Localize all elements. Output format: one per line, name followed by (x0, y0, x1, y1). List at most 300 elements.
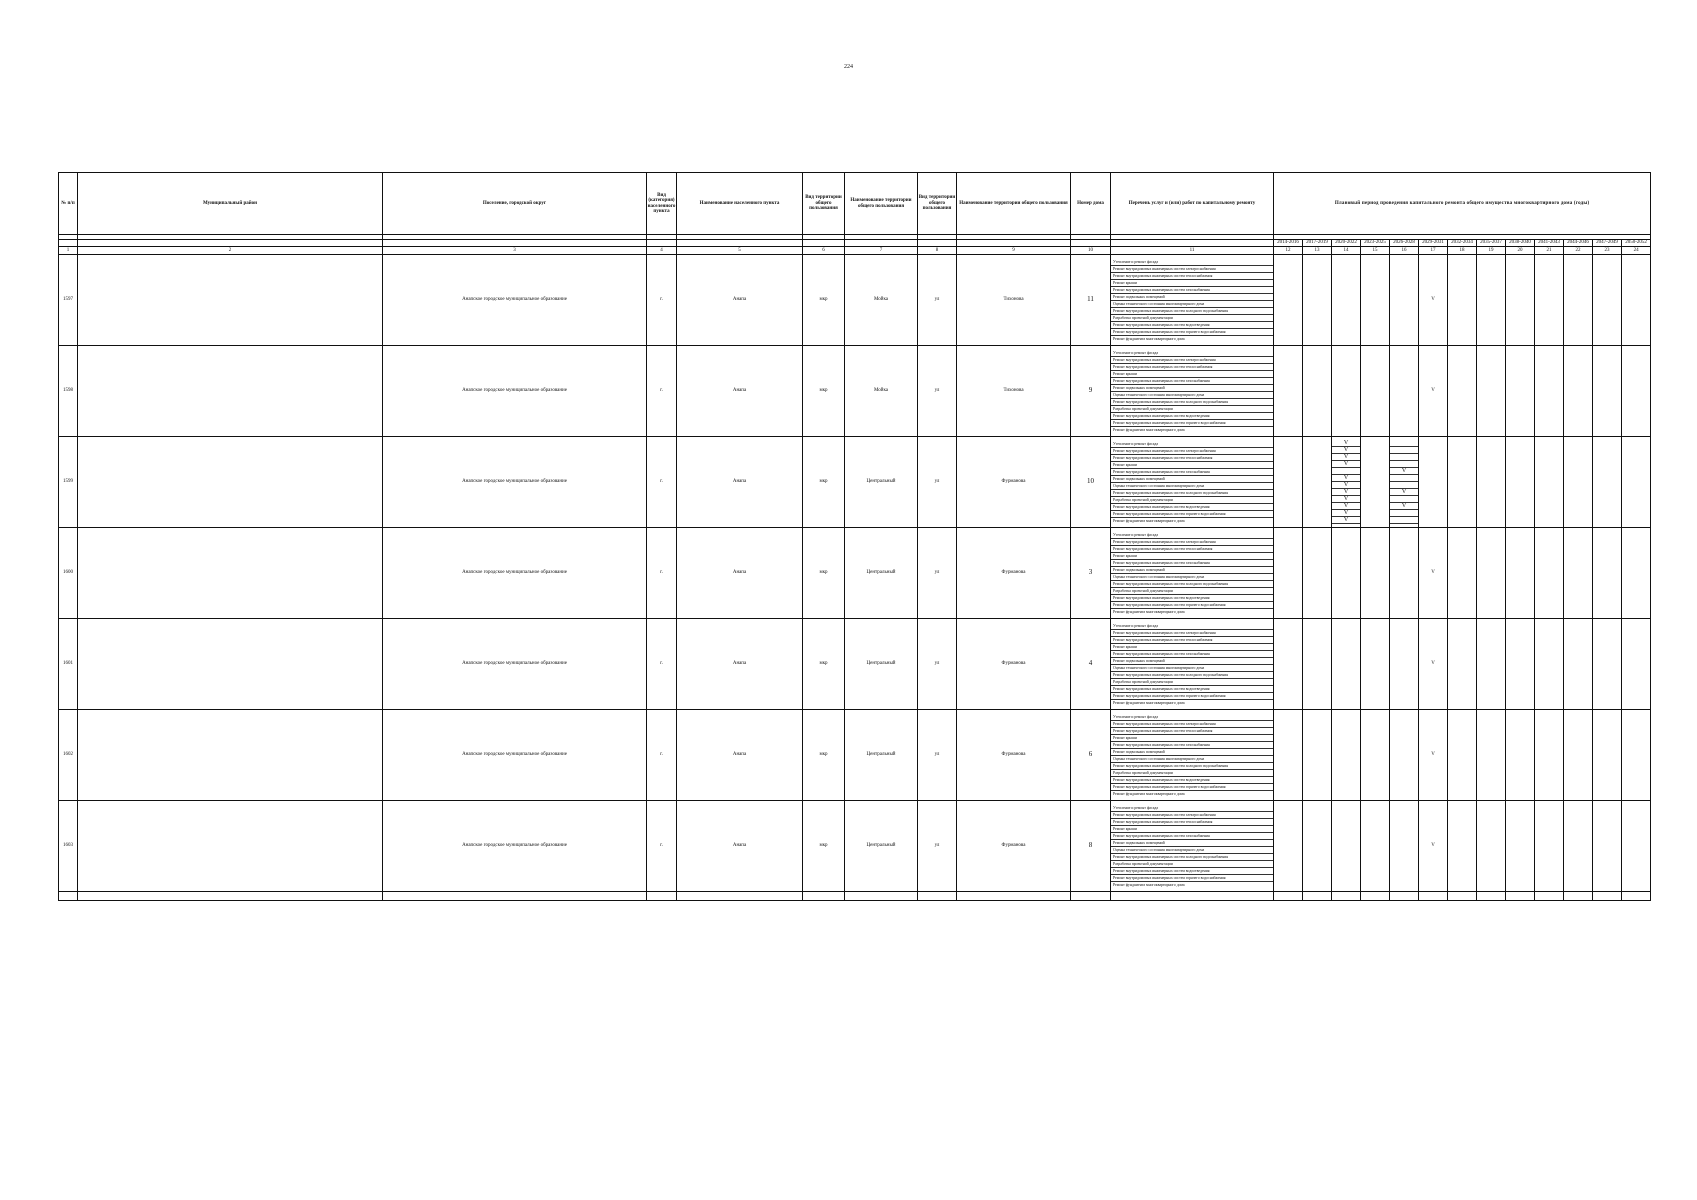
period-mark: V (1332, 517, 1360, 524)
period-cell (1593, 255, 1622, 346)
work-item: Ремонт внутридомовых инженерных систем горячего водоснабжения (1111, 693, 1273, 700)
header-settlement: Поселение, городской округ (383, 173, 647, 235)
period-cell (1332, 528, 1361, 619)
period-cell (1593, 619, 1622, 710)
work-item: Ремонт внутридомовых инженерных систем водоотведения (1111, 595, 1273, 602)
header-district: Муниципальный район (78, 173, 383, 235)
work-item: Ремонт подвальных помещений (1111, 567, 1273, 574)
column-number: 8 (918, 247, 957, 255)
settlement-type-cell: г. (647, 437, 677, 528)
row-number: 1602 (59, 710, 78, 801)
work-item: Ремонт внутридомовых инженерных систем холодного водоснабжения (1111, 854, 1273, 861)
column-number: 2 (78, 247, 383, 255)
period-cell (1477, 437, 1506, 528)
street-name-cell: Фурманова (957, 710, 1071, 801)
work-item: Ремонт внутридомовых инженерных систем теплоснабжения (1111, 455, 1273, 462)
work-item: Ремонт крыши (1111, 553, 1273, 560)
period-mark: V (1332, 496, 1360, 503)
period-cell (1564, 346, 1593, 437)
period-mark-list (1390, 437, 1419, 528)
work-item: Оценка технического состояния многоквартирного дома (1111, 756, 1273, 763)
period-cell (1448, 437, 1477, 528)
work-item: Ремонт внутридомовых инженерных систем электроснабжения (1111, 539, 1273, 546)
table-row (59, 528, 1651, 619)
settlement-type-cell: г. (647, 619, 677, 710)
settlement-name-cell: Анапа (677, 619, 803, 710)
house-number-cell: 8 (1071, 801, 1111, 892)
row-number: 1597 (59, 255, 78, 346)
work-item: Ремонт внутридомовых инженерных систем электроснабжения (1111, 357, 1273, 364)
period-cell: V (1419, 619, 1448, 710)
period-cell (1622, 528, 1651, 619)
work-item: Ремонт внутридомовых инженерных систем теплоснабжения (1111, 819, 1273, 826)
work-item: Разработка проектной документации (1111, 679, 1273, 686)
column-number: 20 (1506, 247, 1535, 255)
settlement-name-cell: Анапа (677, 801, 803, 892)
work-item: Ремонт внутридомовых инженерных систем водоотведения (1111, 504, 1273, 511)
period-header: 2029-2031 (1419, 240, 1448, 247)
period-cell (1506, 255, 1535, 346)
period-header: 2038-2040 (1506, 240, 1535, 247)
column-number: 19 (1477, 247, 1506, 255)
period-cell: V (1419, 528, 1448, 619)
period-cell (1535, 801, 1564, 892)
period-cell (1593, 710, 1622, 801)
settlement-name-cell: Анапа (677, 255, 803, 346)
period-cell (1535, 255, 1564, 346)
work-item: Ремонт внутридомовых инженерных систем газоснабжения (1111, 378, 1273, 385)
header-works: Перечень услуг и (или) работ по капитальному ремонту (1111, 173, 1274, 235)
settlement-type-cell: г. (647, 528, 677, 619)
work-item: Ремонт фундамента многоквартирного дома (1113, 700, 1185, 705)
table-row (59, 710, 1651, 801)
period-mark (1390, 454, 1418, 461)
capital-repair-table (58, 172, 1651, 901)
period-header: 2020-2022 (1332, 240, 1361, 247)
work-item: Оценка технического состояния многоквартирного дома (1111, 483, 1273, 490)
period-mark (1390, 482, 1418, 489)
work-item: Утепление и ремонт фасада (1111, 714, 1273, 721)
work-item: Разработка проектной документации (1111, 315, 1273, 322)
period-cell (1622, 619, 1651, 710)
work-item: Ремонт крыши (1111, 735, 1273, 742)
settlement-name-cell: Анапа (677, 710, 803, 801)
row-number: 1603 (59, 801, 78, 892)
work-item: Оценка технического состояния многоквартирного дома (1111, 574, 1273, 581)
period-cell (1332, 801, 1361, 892)
column-number: 7 (845, 247, 918, 255)
territory-type-cell: мкр (803, 437, 845, 528)
period-mark (1390, 517, 1418, 524)
work-item: Ремонт внутридомовых инженерных систем горячего водоснабжения (1111, 511, 1273, 518)
settlement-cell: Анапское городское муниципальное образование (383, 528, 647, 619)
work-item: Ремонт внутридомовых инженерных систем водоотведения (1111, 868, 1273, 875)
settlement-cell: Анапское городское муниципальное образование (383, 255, 647, 346)
street-type-cell: ул (918, 801, 957, 892)
row-number: 1599 (59, 437, 78, 528)
column-number: 24 (1622, 247, 1651, 255)
work-item: Разработка проектной документации (1111, 770, 1273, 777)
period-cell (1419, 437, 1448, 528)
territory-type-cell: мкр (803, 255, 845, 346)
settlement-type-cell: г. (647, 255, 677, 346)
street-type-cell: ул (918, 346, 957, 437)
work-item: Разработка проектной документации (1111, 861, 1273, 868)
settlement-type-cell: г. (647, 710, 677, 801)
period-cell (1506, 619, 1535, 710)
period-header: 2047-2049 (1593, 240, 1622, 247)
period-mark: V (1332, 447, 1360, 454)
table-row-cutoff (59, 892, 1651, 901)
period-mark: V (1332, 440, 1360, 447)
works-list (1111, 346, 1274, 437)
column-number: 13 (1303, 247, 1332, 255)
page-number: 224 (844, 64, 853, 70)
period-cell (1506, 346, 1535, 437)
column-number: 11 (1111, 247, 1274, 255)
header-street-name: Наименование территории общего пользования (957, 173, 1071, 235)
work-item: Ремонт подвальных помещений (1111, 840, 1273, 847)
period-cell (1564, 801, 1593, 892)
work-item: Ремонт внутридомовых инженерных систем газоснабжения (1111, 287, 1273, 294)
district-cell (78, 619, 383, 710)
period-header: 2017-2019 (1303, 240, 1332, 247)
row-number: 1598 (59, 346, 78, 437)
period-cell (1274, 346, 1303, 437)
settlement-cell: Анапское городское муниципальное образование (383, 437, 647, 528)
column-number: 4 (647, 247, 677, 255)
work-item: Ремонт внутридомовых инженерных систем горячего водоснабжения (1111, 784, 1273, 791)
work-item: Ремонт внутридомовых инженерных систем электроснабжения (1111, 812, 1273, 819)
work-item: Ремонт внутридомовых инженерных систем холодного водоснабжения (1111, 763, 1273, 770)
work-item: Ремонт подвальных помещений (1111, 294, 1273, 301)
period-cell (1477, 528, 1506, 619)
territory-type-cell: мкр (803, 346, 845, 437)
works-list (1111, 801, 1274, 892)
period-cell (1535, 619, 1564, 710)
work-item: Ремонт внутридомовых инженерных систем горячего водоснабжения (1111, 420, 1273, 427)
period-cell (1390, 255, 1419, 346)
period-cell (1477, 801, 1506, 892)
period-cell (1535, 437, 1564, 528)
work-item: Ремонт внутридомовых инженерных систем электроснабжения (1111, 630, 1273, 637)
work-item: Ремонт крыши (1111, 371, 1273, 378)
period-cell (1303, 801, 1332, 892)
period-header: 2050-2052 (1622, 240, 1651, 247)
table-row (59, 346, 1651, 437)
period-mark (1390, 510, 1418, 517)
house-number-cell: 11 (1071, 255, 1111, 346)
work-item: Ремонт подвальных помещений (1111, 476, 1273, 483)
period-cell (1477, 255, 1506, 346)
period-cell: V (1419, 255, 1448, 346)
work-item: Ремонт подвальных помещений (1111, 749, 1273, 756)
period-cell (1448, 710, 1477, 801)
work-item: Утепление и ремонт фасада (1111, 623, 1273, 630)
period-cell (1622, 710, 1651, 801)
period-cell (1303, 710, 1332, 801)
territory-name-cell: Мойка (845, 255, 918, 346)
period-mark: V (1332, 489, 1360, 496)
district-cell (78, 346, 383, 437)
work-item: Разработка проектной документации (1111, 406, 1273, 413)
period-cell (1303, 528, 1332, 619)
period-cell (1303, 437, 1332, 528)
settlement-cell: Анапское городское муниципальное образование (383, 710, 647, 801)
work-item: Ремонт внутридомовых инженерных систем электроснабжения (1111, 721, 1273, 728)
period-mark (1332, 468, 1360, 475)
work-item: Ремонт внутридомовых инженерных систем холодного водоснабжения (1111, 308, 1273, 315)
work-item: Ремонт подвальных помещений (1111, 658, 1273, 665)
work-item: Ремонт внутридомовых инженерных систем горячего водоснабжения (1111, 875, 1273, 882)
work-item: Ремонт внутридомовых инженерных систем теплоснабжения (1111, 728, 1273, 735)
period-cell (1622, 346, 1651, 437)
settlement-cell: Анапское городское муниципальное образование (383, 346, 647, 437)
work-item: Ремонт внутридомовых инженерных систем теплоснабжения (1111, 273, 1273, 280)
column-number: 22 (1564, 247, 1593, 255)
period-mark (1390, 475, 1418, 482)
period-cell (1477, 619, 1506, 710)
house-number-cell: 3 (1071, 528, 1111, 619)
settlement-type-cell: г. (647, 801, 677, 892)
street-name-cell: Фурманова (957, 619, 1071, 710)
column-number: 17 (1419, 247, 1448, 255)
territory-name-cell: Центральный (845, 619, 918, 710)
street-name-cell: Фурманова (957, 801, 1071, 892)
period-cell (1622, 437, 1651, 528)
work-item: Ремонт внутридомовых инженерных систем электроснабжения (1111, 448, 1273, 455)
house-number-cell: 4 (1071, 619, 1111, 710)
period-mark: V (1390, 503, 1418, 510)
district-cell (78, 801, 383, 892)
period-mark: V (1332, 475, 1360, 482)
period-cell (1361, 528, 1390, 619)
street-type-cell: ул (918, 528, 957, 619)
period-cell (1390, 619, 1419, 710)
header-territory-type: Вид территории общего пользования (803, 173, 845, 235)
house-number-cell: 6 (1071, 710, 1111, 801)
period-mark: V (1332, 503, 1360, 510)
period-header: 2035-2037 (1477, 240, 1506, 247)
territory-name-cell: Мойка (845, 346, 918, 437)
period-cell (1274, 437, 1303, 528)
table-row (59, 437, 1651, 528)
period-mark: V (1390, 468, 1418, 475)
house-number-cell: 9 (1071, 346, 1111, 437)
work-item: Ремонт внутридомовых инженерных систем газоснабжения (1111, 833, 1273, 840)
work-item: Ремонт внутридомовых инженерных систем теплоснабжения (1111, 546, 1273, 553)
column-number: 23 (1593, 247, 1622, 255)
period-cell (1448, 255, 1477, 346)
row-number: 1601 (59, 619, 78, 710)
period-cell: V (1419, 801, 1448, 892)
period-cell (1361, 801, 1390, 892)
header-settlement-name: Наименование населенного пункта (677, 173, 803, 235)
work-item: Ремонт внутридомовых инженерных систем водоотведения (1111, 686, 1273, 693)
column-number: 15 (1361, 247, 1390, 255)
territory-type-cell: мкр (803, 801, 845, 892)
period-cell (1506, 528, 1535, 619)
work-item: Ремонт фундамента многоквартирного дома (1113, 791, 1185, 796)
column-number: 21 (1535, 247, 1564, 255)
column-number: 16 (1390, 247, 1419, 255)
period-cell (1564, 255, 1593, 346)
period-cell (1564, 710, 1593, 801)
column-number: 5 (677, 247, 803, 255)
territory-name-cell: Центральный (845, 528, 918, 619)
work-item: Ремонт фундамента многоквартирного дома (1113, 427, 1185, 432)
work-item: Ремонт крыши (1111, 462, 1273, 469)
work-item: Ремонт крыши (1111, 280, 1273, 287)
territory-name-cell: Центральный (845, 437, 918, 528)
street-type-cell: ул (918, 437, 957, 528)
period-mark: V (1332, 454, 1360, 461)
header-num: № п/п (59, 173, 78, 235)
period-cell (1593, 801, 1622, 892)
period-cell (1361, 437, 1390, 528)
column-number: 12 (1274, 247, 1303, 255)
period-cell (1564, 528, 1593, 619)
period-cell (1448, 801, 1477, 892)
period-cell (1535, 346, 1564, 437)
territory-type-cell: мкр (803, 528, 845, 619)
work-item: Ремонт внутридомовых инженерных систем газоснабжения (1111, 742, 1273, 749)
period-cell (1303, 346, 1332, 437)
period-cell (1506, 710, 1535, 801)
territory-type-cell: мкр (803, 619, 845, 710)
period-mark: V (1390, 489, 1418, 496)
work-item: Разработка проектной документации (1111, 497, 1273, 504)
column-number: 6 (803, 247, 845, 255)
period-cell (1477, 710, 1506, 801)
works-list (1111, 619, 1274, 710)
works-list (1111, 710, 1274, 801)
header-settlement-type: Вид (категория) населенного пункта (647, 173, 677, 235)
work-item: Утепление и ремонт фасада (1111, 532, 1273, 539)
period-cell (1593, 437, 1622, 528)
period-cell (1361, 710, 1390, 801)
period-cell (1361, 255, 1390, 346)
work-item: Ремонт внутридомовых инженерных систем холодного водоснабжения (1111, 399, 1273, 406)
period-cell (1506, 801, 1535, 892)
work-item: Утепление и ремонт фасада (1111, 441, 1273, 448)
header-house: Номер дома (1071, 173, 1111, 235)
work-item: Ремонт внутридомовых инженерных систем водоотведения (1111, 413, 1273, 420)
period-header: 2041-2043 (1535, 240, 1564, 247)
column-number: 9 (957, 247, 1071, 255)
street-name-cell: Фурманова (957, 528, 1071, 619)
street-type-cell: ул (918, 710, 957, 801)
period-mark: V (1332, 461, 1360, 468)
period-cell (1448, 346, 1477, 437)
street-type-cell: ул (918, 255, 957, 346)
work-item: Оценка технического состояния многоквартирного дома (1111, 392, 1273, 399)
row-number: 1600 (59, 528, 78, 619)
work-item: Ремонт внутридомовых инженерных систем холодного водоснабжения (1111, 490, 1273, 497)
table-row (59, 619, 1651, 710)
period-cell (1332, 619, 1361, 710)
work-item: Ремонт внутридомовых инженерных систем теплоснабжения (1111, 364, 1273, 371)
work-item: Ремонт фундамента многоквартирного дома (1113, 518, 1185, 523)
table-row (59, 801, 1651, 892)
period-cell (1593, 528, 1622, 619)
work-item: Ремонт внутридомовых инженерных систем холодного водоснабжения (1111, 672, 1273, 679)
works-list (1111, 255, 1274, 346)
period-cell (1390, 528, 1419, 619)
period-cell (1274, 528, 1303, 619)
period-header: 2026-2028 (1390, 240, 1419, 247)
period-cell (1477, 346, 1506, 437)
period-cell (1622, 255, 1651, 346)
work-item: Оценка технического состояния многоквартирного дома (1111, 847, 1273, 854)
period-cell (1390, 346, 1419, 437)
period-header: 2032-2034 (1448, 240, 1477, 247)
period-cell: V (1419, 346, 1448, 437)
street-name-cell: Фурманова (957, 437, 1071, 528)
period-header: 2044-2046 (1564, 240, 1593, 247)
period-mark (1390, 447, 1418, 454)
period-cell (1274, 255, 1303, 346)
work-item: Оценка технического состояния многоквартирного дома (1111, 665, 1273, 672)
work-item: Ремонт внутридомовых инженерных систем газоснабжения (1111, 469, 1273, 476)
work-item: Ремонт внутридомовых инженерных систем газоснабжения (1111, 560, 1273, 567)
district-cell (78, 437, 383, 528)
period-cell (1535, 528, 1564, 619)
work-item: Ремонт фундамента многоквартирного дома (1113, 609, 1185, 614)
work-item: Ремонт фундамента многоквартирного дома (1113, 882, 1185, 887)
work-item: Ремонт крыши (1111, 644, 1273, 651)
works-list (1111, 528, 1274, 619)
settlement-name-cell: Анапа (677, 528, 803, 619)
column-number: 1 (59, 247, 78, 255)
period-cell (1564, 619, 1593, 710)
district-cell (78, 528, 383, 619)
period-cell (1448, 619, 1477, 710)
work-item: Ремонт крыши (1111, 826, 1273, 833)
settlement-name-cell: Анапа (677, 437, 803, 528)
work-item: Ремонт внутридомовых инженерных систем электроснабжения (1111, 266, 1273, 273)
period-cell (1332, 255, 1361, 346)
header-plan: Плановый период проведения капитального ремонта общего имущества многоквартирного дома (годы) (1274, 173, 1651, 235)
period-cell (1274, 619, 1303, 710)
period-cell (1564, 437, 1593, 528)
work-item: Ремонт фундамента многоквартирного дома (1113, 336, 1185, 341)
work-item: Разработка проектной документации (1111, 588, 1273, 595)
period-cell (1390, 710, 1419, 801)
settlement-cell: Анапское городское муниципальное образование (383, 801, 647, 892)
period-cell: V (1419, 710, 1448, 801)
territory-type-cell: мкр (803, 710, 845, 801)
work-item: Ремонт внутридомовых инженерных систем теплоснабжения (1111, 637, 1273, 644)
work-item: Ремонт внутридомовых инженерных систем газоснабжения (1111, 651, 1273, 658)
house-number-cell: 10 (1071, 437, 1111, 528)
period-header: 2023-2025 (1361, 240, 1390, 247)
period-cell (1361, 346, 1390, 437)
period-cell (1622, 801, 1651, 892)
work-item: Ремонт внутридомовых инженерных систем водоотведения (1111, 777, 1273, 784)
period-mark (1390, 496, 1418, 503)
period-cell (1535, 710, 1564, 801)
header-street-type: Вид территории общего пользования (918, 173, 957, 235)
period-cell (1332, 710, 1361, 801)
work-item: Утепление и ремонт фасада (1111, 805, 1273, 812)
settlement-name-cell: Анапа (677, 346, 803, 437)
header-territory-name: Наименование территории общего пользования (845, 173, 918, 235)
work-item: Оценка технического состояния многоквартирного дома (1111, 301, 1273, 308)
street-name-cell: Тихонова (957, 255, 1071, 346)
period-cell (1303, 255, 1332, 346)
settlement-cell: Анапское городское муниципальное образование (383, 619, 647, 710)
